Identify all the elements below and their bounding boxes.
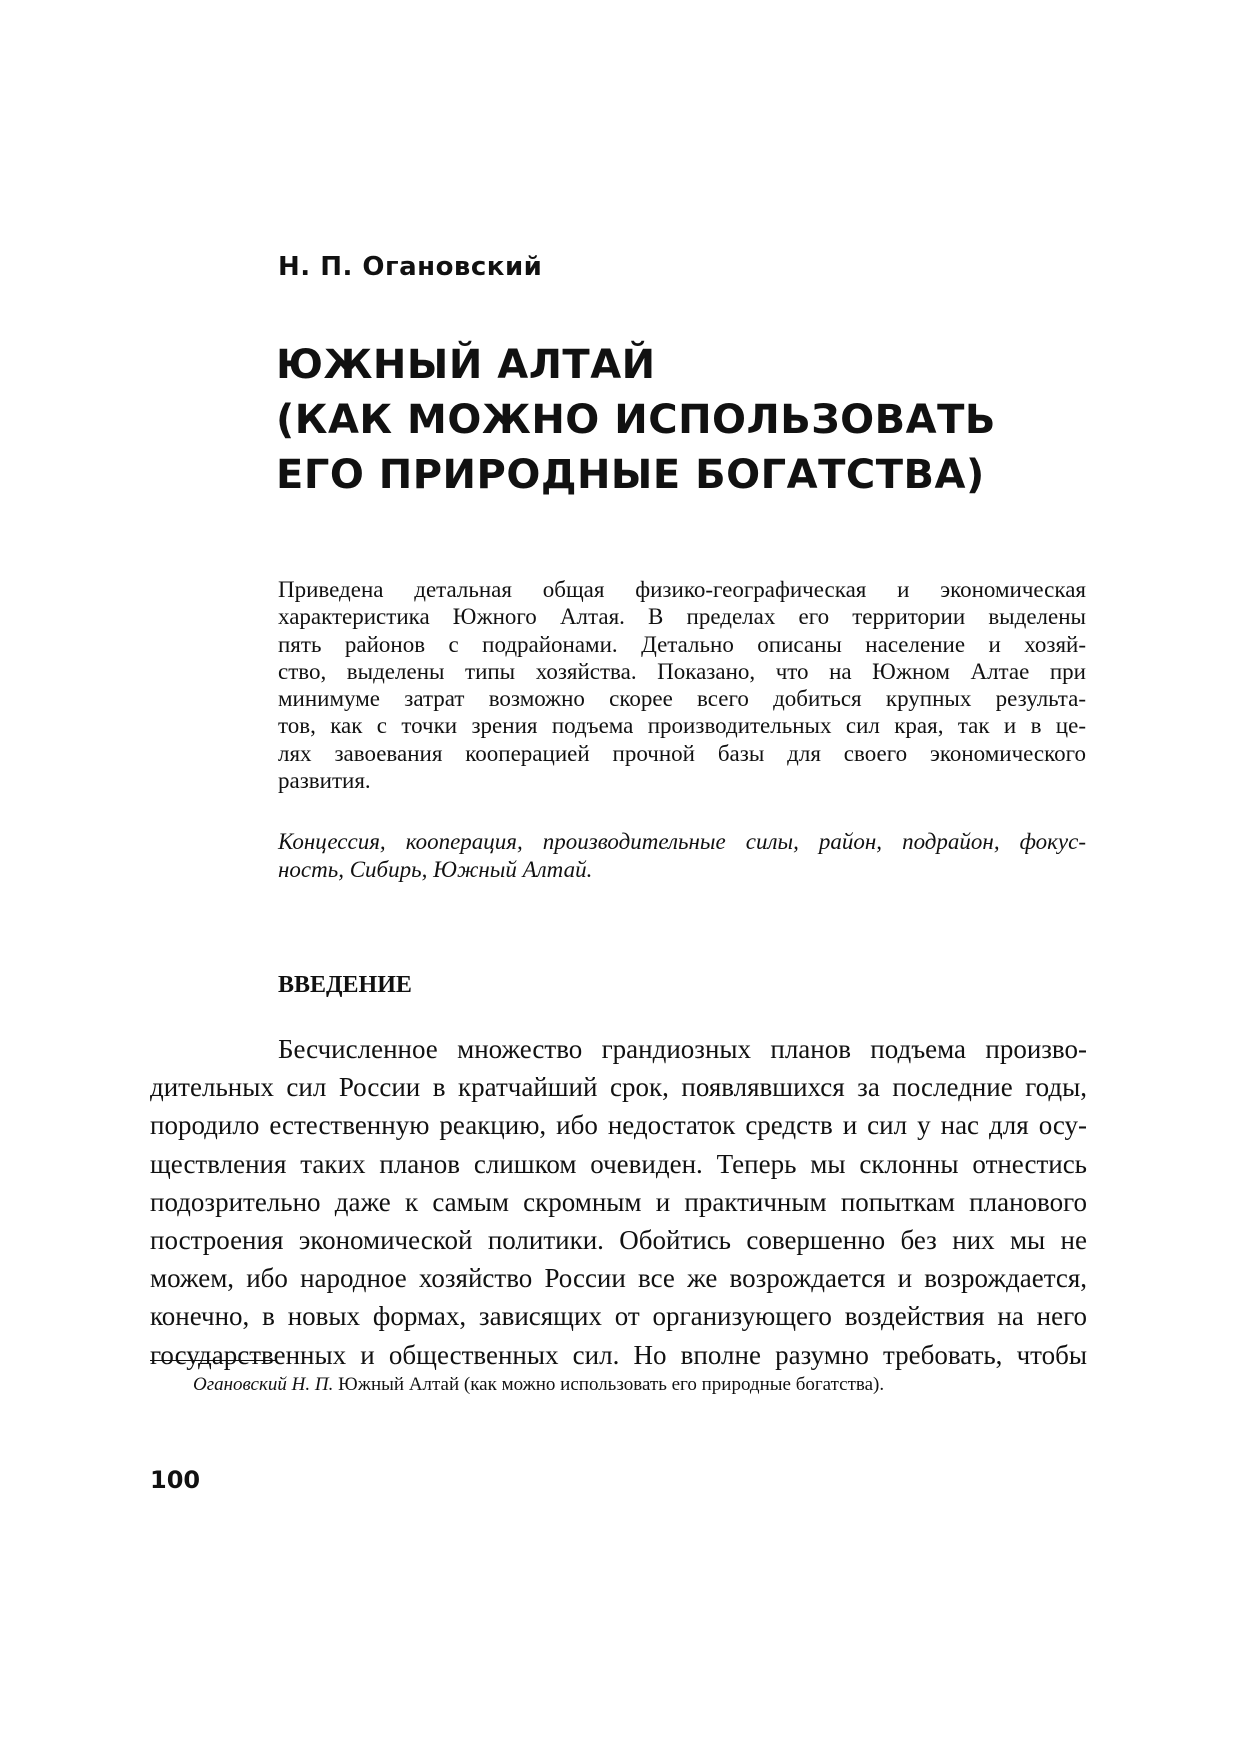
page-number: 100 [150,1466,201,1494]
footnote-text: Южный Алтай (как можно использовать его природные богатства). [333,1374,885,1395]
abstract-line: Приведена детальная общая физико-географическая и экономическая [278,577,1086,602]
abstract [278,576,1086,794]
body-line: конечно, в новых формах, зависящих от организующего воздействия на него [150,1301,1087,1332]
title-line: ЮЖНЫЙ АЛТАЙ [276,342,656,388]
footnote [193,1374,884,1396]
body-paragraph [150,1030,1087,1374]
body-line: Бесчисленное множество грандиозных планов подъема произво- [278,1034,1087,1064]
body-line: построения экономической политики. Обойтись совершенно без них мы не [150,1225,1087,1256]
abstract-line: ство, выделены типы хозяйства. Показано, что на Южном Алтае при [278,658,1086,684]
body-line: дительных сил России в кратчайший срок, появлявшихся за последние годы, [150,1072,1087,1103]
body-line: породило естественную реакцию, ибо недостаток средств и сил у нас для осу- [150,1110,1087,1141]
title-line: ЕГО ПРИРОДНЫЕ БОГАТСТВА) [276,452,985,498]
abstract-line: развития. [278,768,371,794]
body-line: подозрительно даже к самым скромным и практичным попыткам планового [150,1186,1087,1217]
body-line: государственных и общественных сил. Но вполне разумно требовать, чтобы [150,1339,1087,1370]
body-line: ществления таких планов слишком очевиден. Теперь мы склонны отнестись [150,1148,1087,1179]
body-line: можем, ибо народное хозяйство России все же возрождается и возрождается, [150,1263,1087,1294]
abstract-line: характеристика Южного Алтая. В пределах его территории выделены [278,604,1086,630]
footnote-author: Огановский Н. П. [193,1374,334,1395]
abstract-line: тов, как с точки зрения подъема производительных сил края, так и в це- [278,713,1086,739]
author-name: Н. П. Огановский [278,252,543,282]
keywords-line: ность, Сибирь, Южный Алтай. [278,857,593,882]
abstract-line: пять районов с подрайонами. Детально описаны население и хозяй- [278,631,1086,657]
section-heading: ВВЕДЕНИЕ [278,972,412,998]
abstract-line: минимуме затрат возможно скорее всего добиться крупных результа- [278,686,1086,712]
keywords-line: Концессия, кооперация, производительные силы, район, подрайон, фокус- [278,829,1086,854]
footnote-divider [150,1360,276,1361]
title-line: (КАК МОЖНО ИСПОЛЬЗОВАТЬ [276,397,996,443]
abstract-line: лях завоевания кооперацией прочной базы для своего экономического [278,740,1086,766]
keywords [278,828,1086,884]
article-title [276,338,996,503]
